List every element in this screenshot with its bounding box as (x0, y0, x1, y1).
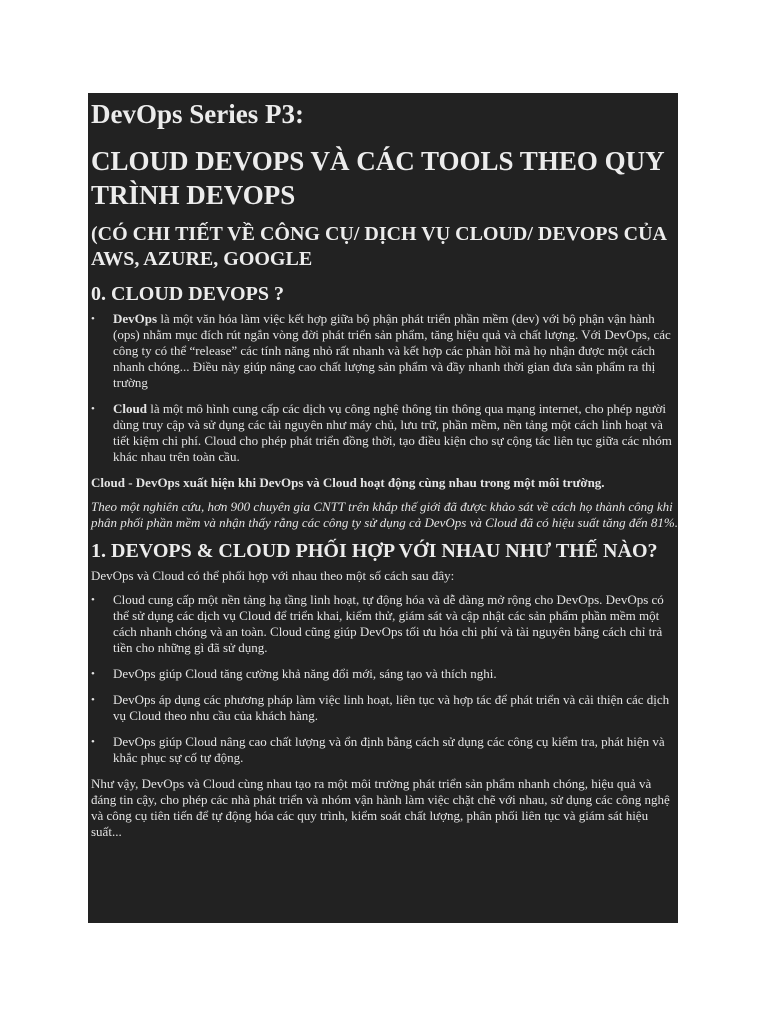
term-devops-text: là một văn hóa làm việc kết hợp giữa bộ phận phát triển phần mềm (dev) với bộ phận vận hành (ops) nhằm mục đích rút ngắn vòng đời phát triển sản phẩm, tăng hiệu quả và chất lượng. Với DevOps, các công ty có thể “release” các tính năng nhỏ rất nhanh và kết hợp các phản hồi mà họ nhận được một cách nhanh chóng... Điều này giúp nâng cao chất lượng sản phẩm và đầy nhanh thời gian đưa sản phẩm ra thị trường (113, 311, 671, 390)
section-1-list (91, 592, 678, 766)
subtitle: (CÓ CHI TIẾT VỀ CÔNG CỤ/ DỊCH VỤ CLOUD/ DEVOPS CỦA AWS, AZURE, GOOGLE (91, 223, 666, 270)
page-title: CLOUD DEVOPS VÀ CÁC TOOLS THEO QUY TRÌNH DEVOPS (91, 146, 664, 210)
section-0-heading: 0. CLOUD DEVOPS ? (91, 283, 284, 305)
bold-statement: Cloud - DevOps xuất hiện khi DevOps và Cloud hoạt động cùng nhau trong một môi trường. (91, 475, 605, 490)
list-item: • Cloud cung cấp một nền tảng hạ tầng linh hoạt, tự động hóa và dễ dàng mở rộng cho DevOps. DevOps có thể sử dụng các dịch vụ Cloud để triển khai, kiểm thử, giám sát và cập nhật các sản phẩm phần mềm một cách nhanh chóng và an toàn. Cloud cũng giúp DevOps tối ưu hóa chi phí và tài nguyên bằng cách chỉ trả tiền cho những gì đã sử dụng. (113, 592, 678, 656)
term-cloud-text: là một mô hình cung cấp các dịch vụ công nghệ thông tin thông qua mạng internet, cho phép người dùng truy cập và sử dụng các tài nguyên như máy chủ, lưu trữ, phần mềm, nền tảng một cách linh hoạt và tiết kiệm chi phí. Cloud cho phép phát triển đồng thời, tạo điều kiện cho sự cộng tác liên tục giữa các nhóm khác nhau trên toàn cầu. (113, 401, 672, 464)
section-1-heading: 1. DEVOPS & CLOUD PHỐI HỢP VỚI NHAU NHƯ THẾ NÀO? (91, 540, 658, 562)
section-0-list (91, 311, 678, 465)
series-title: DevOps Series P3: (91, 99, 304, 129)
section-1-intro: DevOps và Cloud có thể phối hợp với nhau theo một số cách sau đây: (91, 568, 455, 583)
term-devops: DevOps (113, 311, 158, 326)
list-item (113, 401, 678, 465)
italic-note: Theo một nghiên cứu, hơn 900 chuyên gia CNTT trên khắp thế giới đã được khảo sát về cách họ thành công khi phân phối phần mềm và nhận thấy rằng các công ty sử dụng cả DevOps và Cloud đã có hiệu suất tăng đến 81%. (91, 499, 678, 530)
list-item (113, 311, 678, 391)
list-item: • DevOps áp dụng các phương pháp làm việc linh hoạt, liên tục và hợp tác để phát triển và cải thiện các dịch vụ Cloud theo nhu cầu của khách hàng. (113, 692, 678, 724)
document-page (88, 93, 678, 923)
section-1-conclusion: Như vậy, DevOps và Cloud cùng nhau tạo ra một môi trường phát triển sản phẩm nhanh chóng, hiệu quả và đáng tin cậy, cho phép các nhà phát triển và nhóm vận hành làm việc chặt chẽ với nhau, sử dụng các công nghệ và công cụ tiên tiến để tự động hóa các quy trình, kiểm soát chất lượng, phân phối liên tục và giám sát hiệu suất... (91, 776, 670, 839)
term-cloud: Cloud (113, 401, 147, 416)
list-item: • DevOps giúp Cloud nâng cao chất lượng và ổn định bằng cách sử dụng các công cụ kiểm tra, phát hiện và khắc phục sự cố tự động. (113, 734, 678, 766)
list-item: • DevOps giúp Cloud tăng cường khả năng đổi mới, sáng tạo và thích nghi. (113, 666, 678, 682)
